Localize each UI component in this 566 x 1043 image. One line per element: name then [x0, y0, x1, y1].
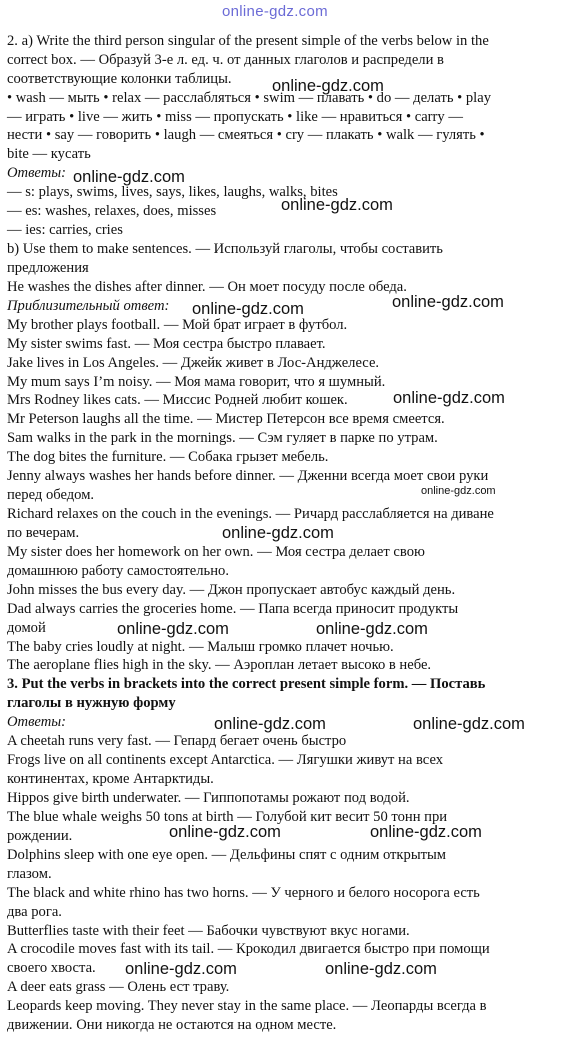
text-line: рождении. [7, 828, 73, 844]
answers-label: Ответы: [7, 165, 66, 181]
text-line: Richard relaxes on the couch in the evenings. — Ричард расслабляется на диване [7, 506, 494, 522]
text-line: Frogs live on all continents except Antarctica. — Лягушки живут на всех [7, 752, 444, 768]
watermark: online-gdz.com [413, 715, 525, 733]
watermark: online-gdz.com [192, 300, 304, 318]
text-line: по вечерам. [7, 525, 80, 541]
watermark: online-gdz.com [370, 823, 482, 841]
text-line: Mr Peterson laughs all the time. — Мистер Петерсон все время смеется. [7, 411, 445, 427]
text-line: A crocodile moves fast with its tail. — Крокодил двигается быстро при помощи [7, 941, 490, 957]
text-line: Jenny always washes her hands before dinner. — Дженни всегда моет свои руки [7, 468, 489, 484]
text-line: 2. a) Write the third person singular of the present simple of the verbs below in the [7, 33, 489, 49]
watermark: online-gdz.com [393, 389, 505, 407]
watermark: online-gdz.com [272, 77, 384, 95]
text-line: My sister does her homework on her own. — Моя сестра делает свою [7, 544, 425, 560]
text-line: My mum says I’m noisy. — Моя мама говорит, что я шумный. [7, 374, 386, 390]
watermark: online-gdz.com [281, 196, 393, 214]
text-line: — s: plays, swims, lives, says, likes, laughs, walks, bites [7, 184, 338, 200]
text-line: соответствующие колонки таблицы. [7, 71, 232, 87]
text-line: — играть • live — жить • miss — пропускать • like — нравиться • carry — [7, 109, 463, 125]
text-line: Dolphins sleep with one eye open. — Дельфины спят с одним открытым [7, 847, 447, 863]
text-line: The baby cries loudly at night. — Малыш громко плачет ночью. [7, 639, 394, 655]
watermark: online-gdz.com [222, 524, 334, 542]
text-line: John misses the bus every day. — Джон пропускает автобус каждый день. [7, 582, 456, 598]
text-line: He washes the dishes after dinner. — Он моет посуду после обеда. [7, 279, 407, 295]
text-line: перед обедом. [7, 487, 95, 503]
text-line: своего хвоста. [7, 960, 96, 976]
exercise-3-heading: 3. Put the verbs in brackets into the correct present simple form. — Поставь [7, 676, 486, 692]
text-line: — ies: carries, cries [7, 222, 123, 238]
text-line: Dad always carries the groceries home. — Папа всегда приносит продукты [7, 601, 459, 617]
text-line: bite — кусать [7, 146, 91, 162]
watermark: online-gdz.com [117, 620, 229, 638]
text-line: The black and white rhino has two horns. — У черного и белого носорога есть [7, 885, 480, 901]
text-line: My brother plays football. — Мой брат играет в футбол. [7, 317, 348, 333]
watermark: online-gdz.com [421, 485, 496, 497]
text-line: Leopards keep moving. They never stay in the same place. — Леопарды всегда в [7, 998, 487, 1014]
text-line: Jake lives in Los Angeles. — Джейк живет в Лос-Анджелесе. [7, 355, 380, 371]
text-line: нести • say — говорить • laugh — смеяться • cry — плакать • walk — гулять • [7, 127, 485, 143]
text-line: — es: washes, relaxes, does, misses [7, 203, 217, 219]
text-line: предложения [7, 260, 89, 276]
text-line: b) Use them to make sentences. — Используй глаголы, чтобы составить [7, 241, 443, 257]
text-line: correct box. — Образуй 3-е л. ед. ч. от данных глаголов и распредели в [7, 52, 444, 68]
text-line: домой [7, 620, 46, 636]
watermark: online-gdz.com [169, 823, 281, 841]
text-line: Hippos give birth underwater. — Гиппопотамы рожают под водой. [7, 790, 410, 806]
text-line: Butterflies taste with their feet — Бабочки чувствуют вкус ногами. [7, 923, 410, 939]
text-line: The aeroplane flies high in the sky. — Аэроплан летает высоко в небе. [7, 657, 432, 673]
watermark: online-gdz.com [316, 620, 428, 638]
text-line: • wash — мыть • relax — расслабляться • swim — плавать • do — делать • play [7, 90, 492, 106]
text-line: континентах, кроме Антарктиды. [7, 771, 214, 787]
watermark-top: online-gdz.com [222, 3, 328, 20]
answers-label: Ответы: [7, 714, 66, 730]
text-line: A cheetah runs very fast. — Гепард бегает очень быстро [7, 733, 347, 749]
text-line: The blue whale weighs 50 tons at birth — Голубой кит весит 50 тонн при [7, 809, 448, 825]
watermark: online-gdz.com [73, 168, 185, 186]
text-line: Mrs Rodney likes cats. — Миссис Родней любит кошек. [7, 392, 348, 408]
text-line: My sister swims fast. — Моя сестра быстро плавает. [7, 336, 326, 352]
watermark: online-gdz.com [325, 960, 437, 978]
text-line: два рога. [7, 904, 62, 920]
text-line: Sam walks in the park in the mornings. — Сэм гуляет в парке по утрам. [7, 430, 438, 446]
text-line: домашнюю работу самостоятельно. [7, 563, 229, 579]
approx-answer-label: Приблизительный ответ: [7, 298, 170, 314]
text-line: A deer eats grass — Олень ест траву. [7, 979, 230, 995]
text-line: движении. Они никогда не остаются на одном месте. [7, 1017, 337, 1033]
watermark: online-gdz.com [214, 715, 326, 733]
exercise-3-heading: глаголы в нужную форму [7, 695, 176, 711]
text-line: The dog bites the furniture. — Собака грызет мебель. [7, 449, 329, 465]
watermark: online-gdz.com [125, 960, 237, 978]
watermark: online-gdz.com [392, 293, 504, 311]
text-line: глазом. [7, 866, 52, 882]
